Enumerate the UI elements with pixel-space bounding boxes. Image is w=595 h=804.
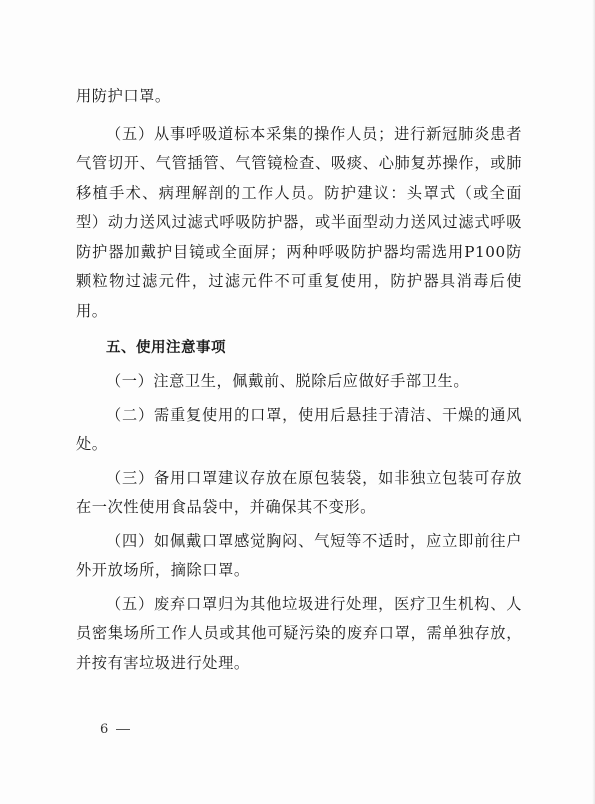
section-heading-usage-notes: 五、使用注意事项 — [106, 340, 226, 356]
note-item-5: （五）废弃口罩归为其他垃圾进行处理，医疗卫生机构、人员密集场所工作人员或其他可疑污染的废弃口罩，需单独存放，并按有害垃圾进行处理。 — [76, 594, 522, 672]
note-item-4: （四）如佩戴口罩感觉胸闷、气短等不适时，应立即前往户外开放场所，摘除口罩。 — [76, 531, 522, 579]
paragraph-continuation: 用防护口罩。 — [76, 87, 171, 105]
page-number-dash — [116, 729, 130, 730]
note-item-3: （三）备用口罩建议存放在原包装袋，如非独立包装可存放在一次性使用食品袋中，并确保其不变形。 — [76, 468, 522, 516]
page-body — [76, 82, 522, 678]
note-item-2: （二）需重复使用的口罩，使用后悬挂于清洁、干燥的通风处。 — [76, 405, 522, 453]
note-item-1: （一）注意卫生，佩戴前、脱除后应做好手部卫生。 — [106, 372, 470, 390]
page-number — [100, 722, 130, 737]
paragraph-respiratory-staff: （五）从事呼吸道标本采集的操作人员；进行新冠肺炎患者气管切开、气管插管、气管镜检查、吸痰、心肺复苏操作，或肺移植手术、病理解剖的工作人员。防护建议：头罩式（或全面型）动力送风过滤式呼吸防护器，或半面型动力送风过滤式呼吸防护器加戴护目镜或全面屏；两种呼吸防护器均需选用P100防颗粒物过滤元件，过滤元件不可重复使用，防护器具消毒后使用。 — [76, 124, 522, 320]
page-number-value: 6 — [100, 722, 109, 737]
